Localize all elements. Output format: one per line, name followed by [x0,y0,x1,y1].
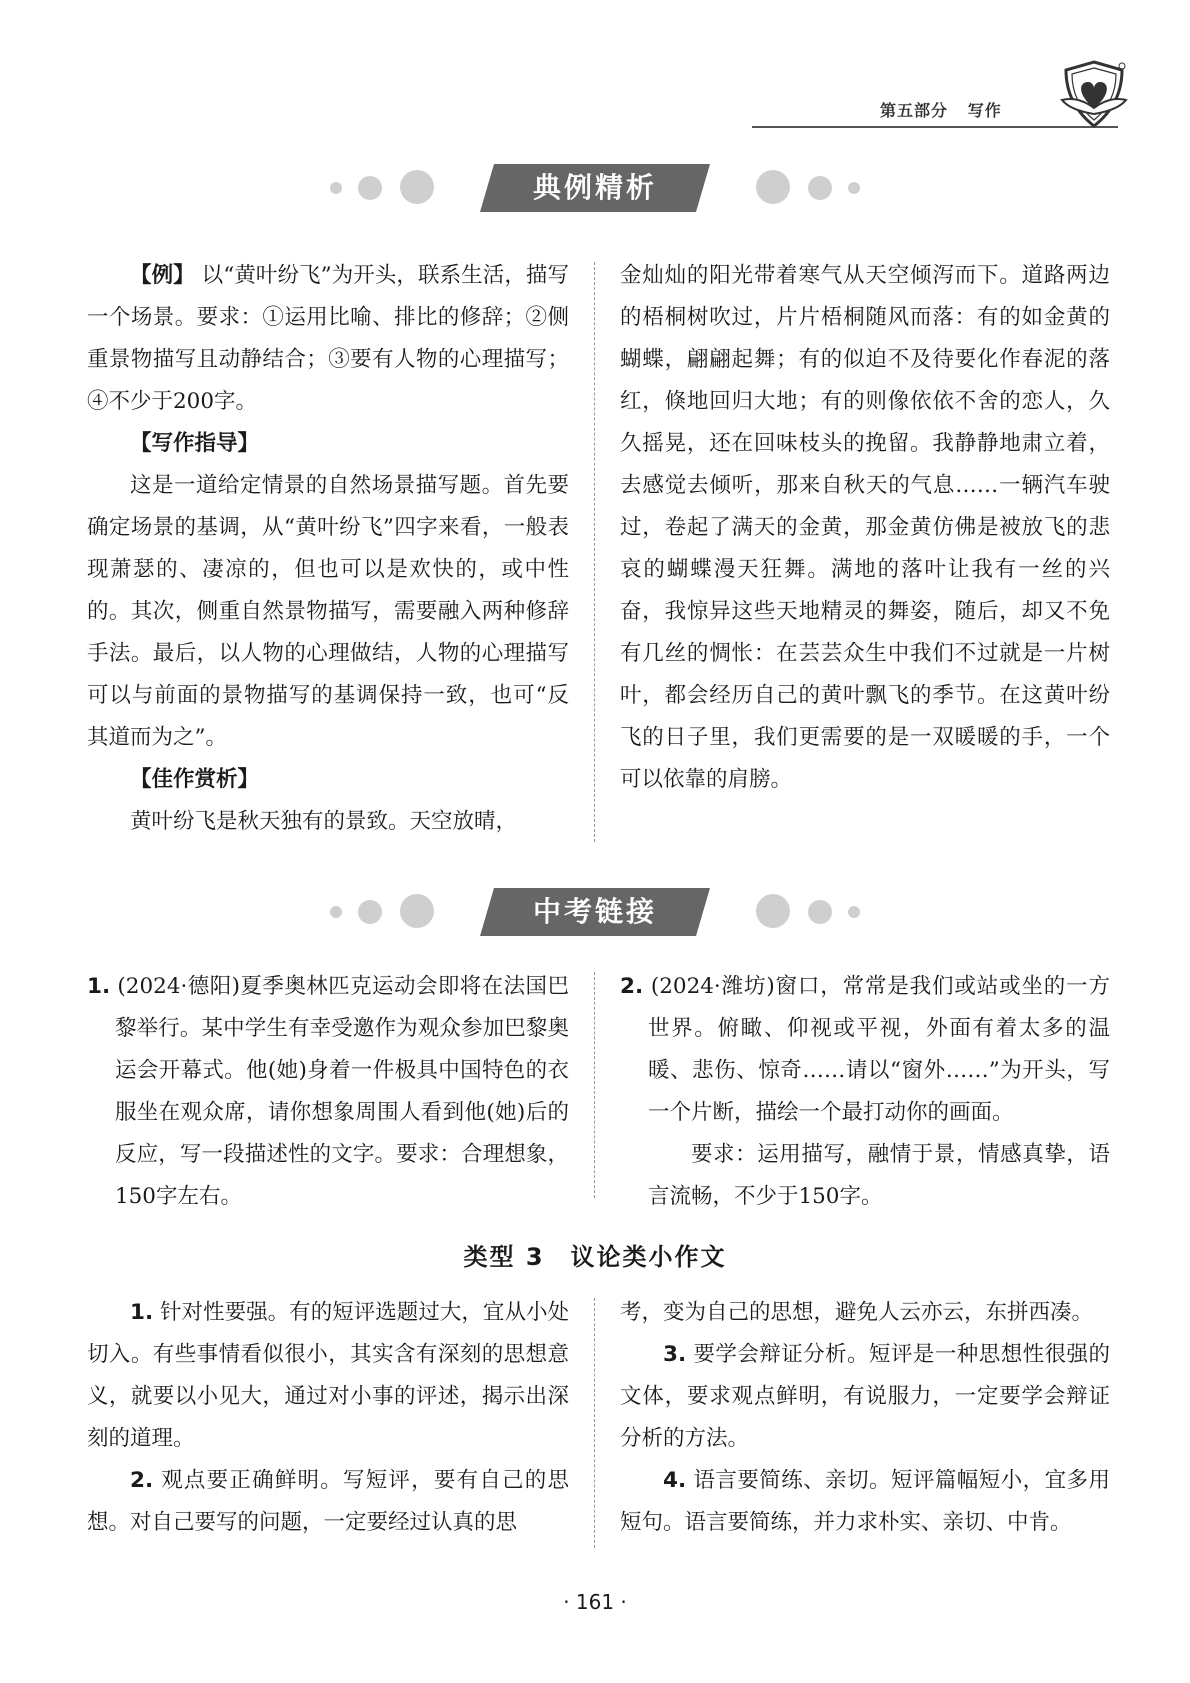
banner-dot [400,894,434,928]
type-heading: 类型 3 议论类小作文 [463,1243,727,1271]
guide-text: 这是一道给定情景的自然场景描写题。首先要确定场景的基调，从“黄叶纷飞”四字来看，一般表现萧瑟的、凄凉的，但也可以是欢快的，或中性的。其次，侧重自然景物描写，需要融入两种修辞手法。最后，以人物的心理做结，人物的心理描写可以与前面的景物描写的基调保持一致，也可“反其道而为之”。 [87,473,569,750]
banner-dot [808,176,832,200]
appreciation-text-start: 黄叶纷飞是秋天独有的景致。天空放晴， [130,809,518,834]
section-banner-exam [330,884,860,944]
page-number: · 161 · [563,1590,627,1614]
exam-link-1 [87,966,569,1218]
exam-link-text: (2024·德阳)夏季奥林匹克运动会即将在法国巴黎举行。某中学生有幸受邀作为观众参加巴黎奥运会开幕式。他(她)身着一件极具中国特色的衣服坐在观众席，请你想象周围人看到他(她)后的反应，写一段描述性的文字。要求：合理想象，150字左右。 [114,974,569,1209]
type3-left-column [87,1292,569,1544]
banner-dot [756,894,790,928]
type3-point [87,1292,569,1460]
column-divider [594,262,595,842]
point-text: 语言要简练、亲切。短评篇幅短小，宜多用短句。语言要简练，并力求朴实、亲切、中肯。 [620,1468,1110,1535]
running-header [880,98,1002,121]
banner-dot [358,176,382,200]
example-prompt: 以“黄叶纷飞”为开头，联系生活，描写一个场景。要求：①运用比喻、排比的修辞；②侧重景物描写且动静结合；③要有人物的心理描写；④不少于200字。 [87,263,569,414]
example-label: 【例】 [130,263,195,288]
guide-label: 【写作指导】 [130,431,260,456]
type3-point [87,1460,569,1544]
point-text-cont: 考，变为自己的思想，避免人云亦云，东拼西凑。 [620,1300,1094,1325]
exam-link-requirement: 要求：运用描写，融情于景，情感真挚，语言流畅，不少于150字。 [647,1142,1110,1209]
publisher-logo [1058,56,1130,132]
section-banner-example [330,160,860,220]
example-left-column [87,255,569,843]
exam-link-text: (2024·潍坊)窗口，常常是我们或站或坐的一方世界。俯瞰、仰视或平视，外面有着太多的温暖、悲伤、惊奇……请以“窗外……”为开头，写一个片断，描绘一个最打动你的画面。 [647,974,1110,1125]
type3-point [620,1334,1110,1460]
banner-dot [400,170,434,204]
banner-title: 中考链接 [532,895,657,928]
header-part: 第五部分 [880,101,949,120]
column-divider [594,972,595,1198]
example-right-column [620,255,1110,801]
banner-dot [358,900,382,924]
banner-dot [330,906,342,918]
type3-point [620,1460,1110,1544]
appreciation-text-cont: 金灿灿的阳光带着寒气从天空倾泻而下。道路两边的梧桐树吹过，片片梧桐随风而落：有的如金黄的蝴蝶，翩翩起舞；有的似迫不及待要化作春泥的落红，倏地回归大地；有的则像依依不舍的恋人，久久摇晃，还在回味枝头的挽留。我静静地肃立着，去感觉去倾听，那来自秋天的气息……一辆汽车驶过，卷起了满天的金黄，那金黄仿佛是被放飞的悲哀的蝴蝶漫天狂舞。满地的落叶让我有一丝的兴奋，我惊异这些天地精灵的舞姿，随后，却又不免有几丝的惆怅：在芸芸众生中我们不过就是一片树叶，都会经历自己的黄叶飘飞的季节。在这黄叶纷飞的日子里，我们更需要的是一双暖暖的手，一个可以依靠的肩膀。 [620,263,1110,792]
point-number: 4. [663,1468,687,1493]
point-text: 要学会辩证分析。短评是一种思想性很强的文体，要求观点鲜明，有说服力，一定要学会辩证分析的方法。 [620,1342,1110,1451]
point-number: 3. [663,1342,687,1367]
banner-dot [808,900,832,924]
banner-dot [330,182,342,194]
banner-dot [756,170,790,204]
exam-link-number: 1. [87,974,111,999]
appreciation-label: 【佳作赏析】 [130,767,260,792]
exam-link-2 [620,966,1110,1218]
banner-dot [848,182,860,194]
banner-dot [848,906,860,918]
type3-right-column [620,1292,1110,1544]
point-text: 针对性要强。有的短评选题过大，宜从小处切入。有些事情看似很小，其实含有深刻的思想意义，就要以小见大，通过对小事的评述，揭示出深刻的道理。 [87,1300,569,1451]
point-text: 观点要正确鲜明。写短评，要有自己的思想。对自己要写的问题，一定要经过认真的思 [87,1468,569,1535]
column-divider [594,1298,595,1548]
point-number: 2. [130,1468,154,1493]
exam-link-number: 2. [620,974,644,999]
banner-title: 典例精析 [532,171,657,204]
header-section: 写作 [967,101,1002,120]
point-number: 1. [130,1300,154,1325]
